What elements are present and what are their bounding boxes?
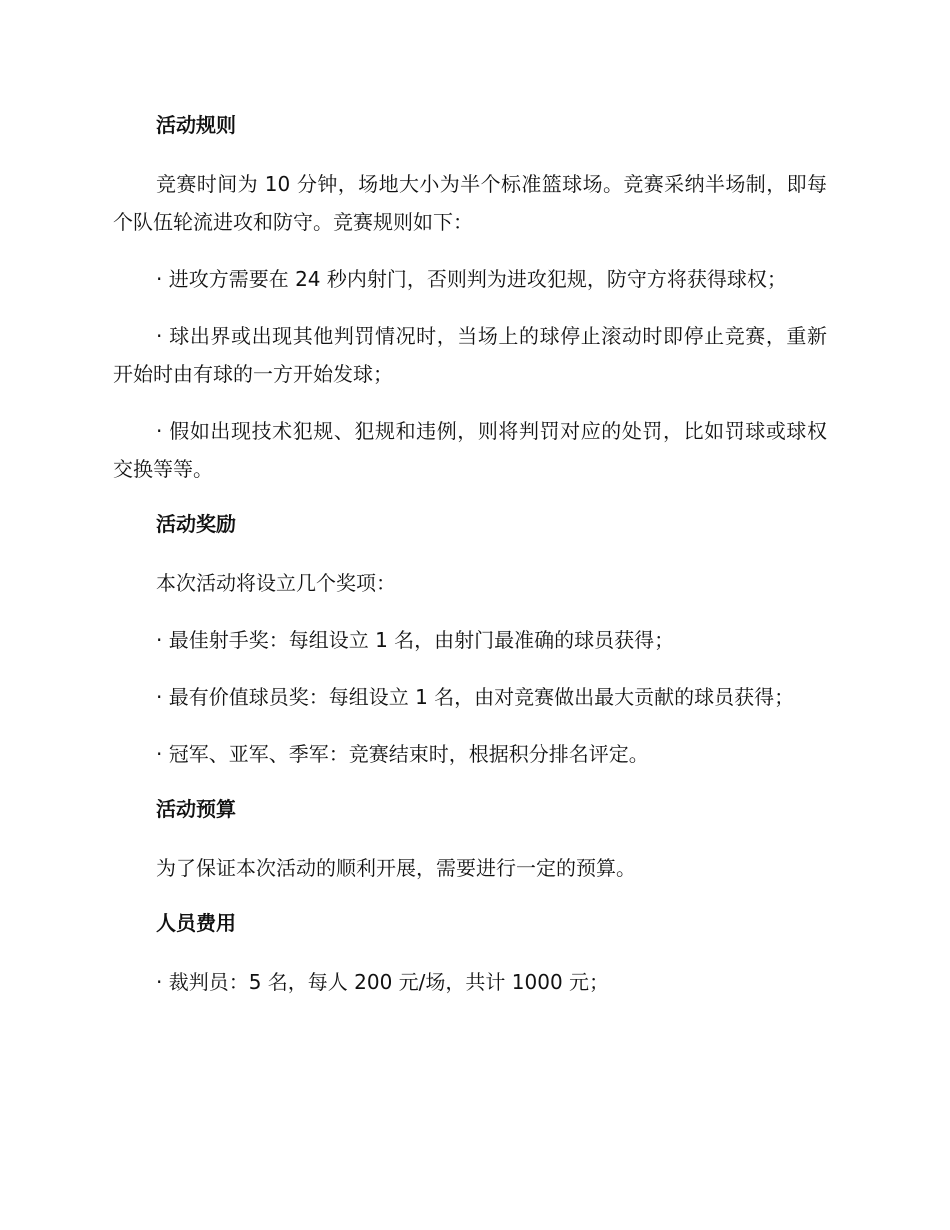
list-item-award-rankings: · 冠军、亚军、季军：竞赛结束时，根据积分排名评定。 [156, 742, 649, 766]
paragraph-awards-intro: 本次活动将设立几个奖项： [156, 571, 396, 595]
section-heading-budget: 活动预算 [156, 797, 236, 821]
list-item-award-best-shooter: · 最佳射手奖：每组设立 1 名，由射门最准确的球员获得； [156, 628, 675, 652]
list-item-rule-24s: · 进攻方需要在 24 秒内射门，否则判为进攻犯规，防守方将获得球权； [156, 267, 787, 291]
paragraph-budget-intro: 为了保证本次活动的顺利开展，需要进行一定的预算。 [156, 856, 636, 880]
document-body [113, 108, 827, 1001]
list-item-rule-fouls: · 假如出现技术犯规、犯规和违例，则将判罚对应的处罚，比如罚球或球权交换等等。 [113, 419, 827, 481]
paragraph-rules-intro: 竞赛时间为 10 分钟，场地大小为半个标准篮球场。竞赛采纳半场制，即每个队伍轮流进攻和防守。竞赛规则如下： [113, 172, 827, 234]
section-heading-personnel-costs: 人员费用 [156, 911, 236, 935]
list-item-award-mvp: · 最有价值球员奖：每组设立 1 名，由对竞赛做出最大贡献的球员获得； [156, 685, 795, 709]
section-heading-rules: 活动规则 [156, 113, 236, 137]
section-heading-awards: 活动奖励 [156, 512, 236, 536]
list-item-referees: · 裁判员：5 名，每人 200 元/场，共计 1000 元； [156, 970, 610, 994]
list-item-rule-out-of-bounds: · 球出界或出现其他判罚情况时，当场上的球停止滚动时即停止竞赛，重新开始时由有球的一方开始发球； [113, 324, 827, 386]
